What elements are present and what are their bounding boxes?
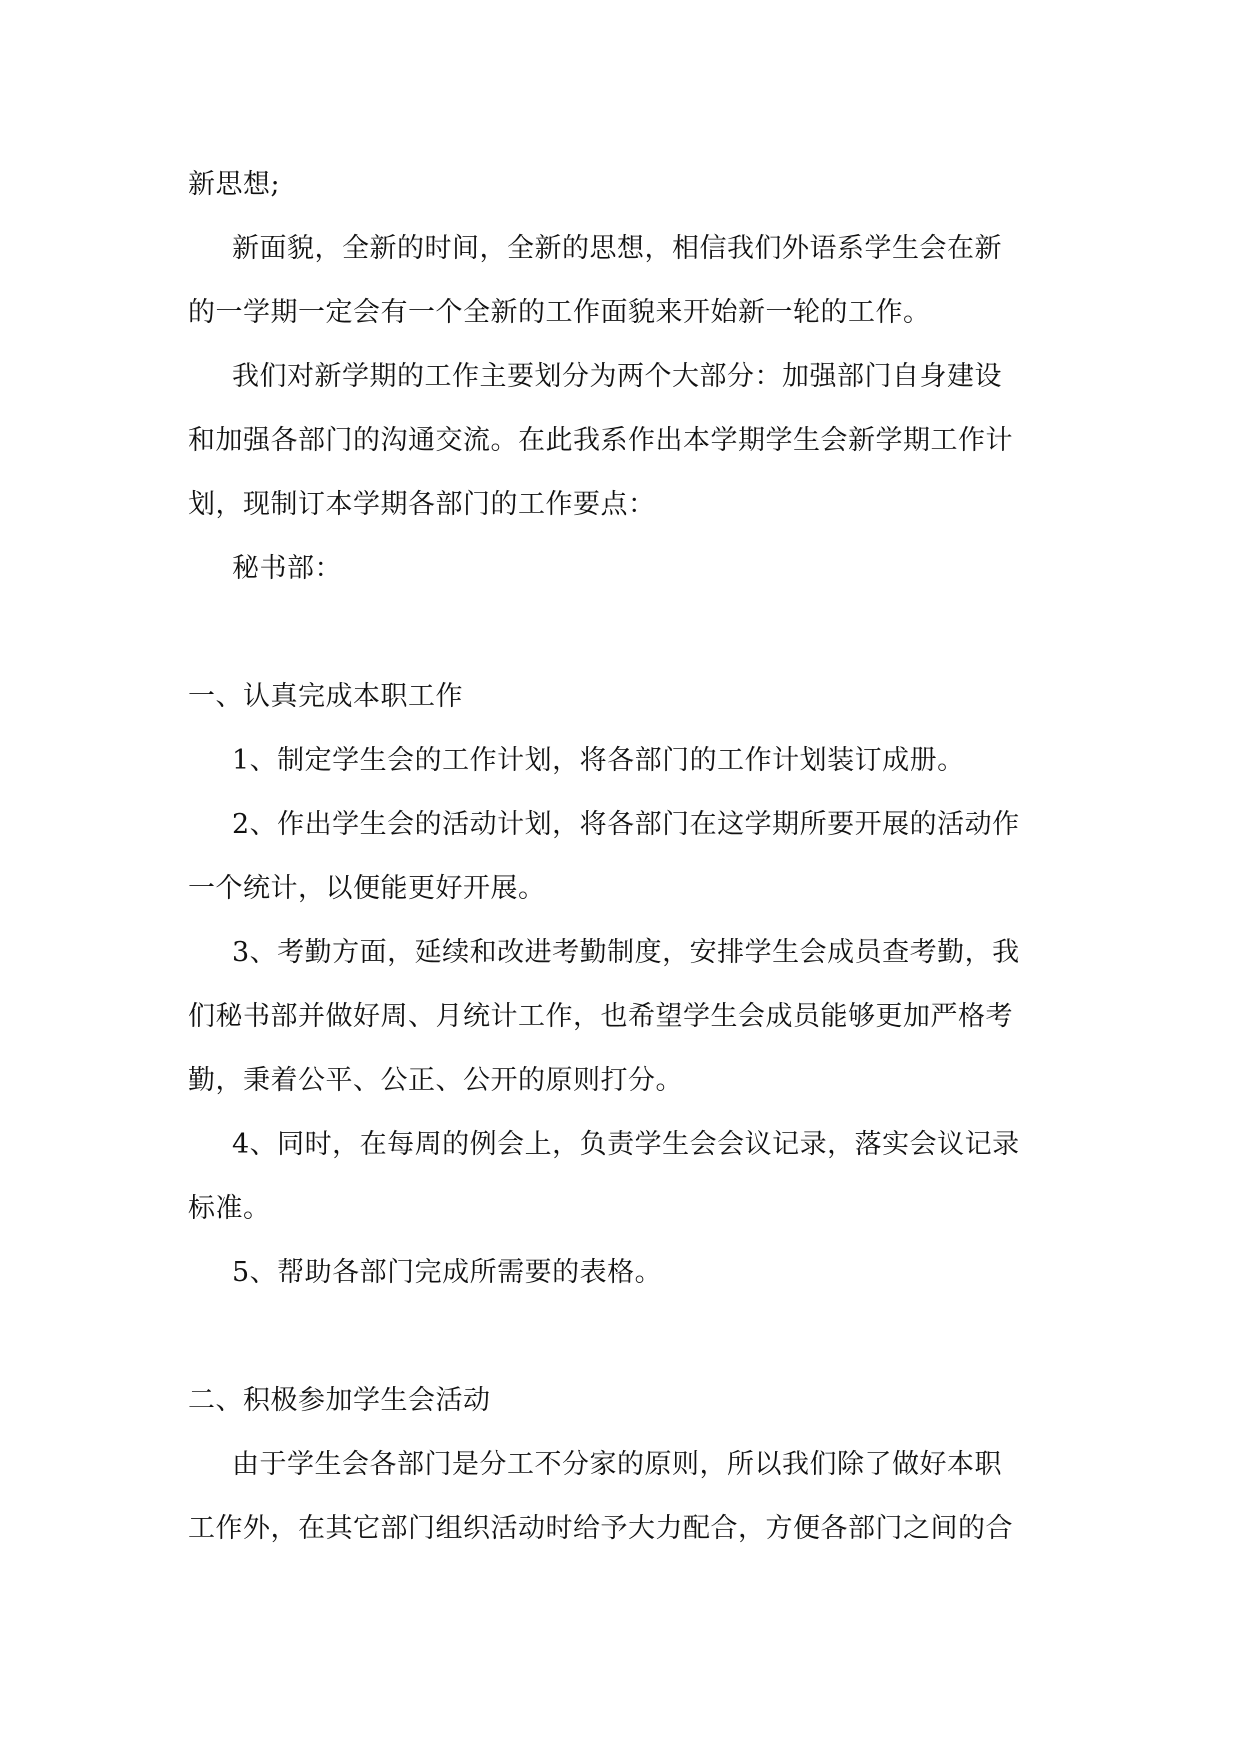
list-item-continuation: 们秘书部并做好周、月统计工作，也希望学生会成员能够更加严格考 — [188, 1001, 1013, 1032]
list-item: 3、考勤方面，延续和改进考勤制度，安排学生会成员查考勤，我 — [232, 937, 1020, 968]
section-heading: 一、认真完成本职工作 — [188, 681, 463, 712]
list-item: 2、作出学生会的活动计划，将各部门在这学期所要开展的活动作 — [232, 809, 1020, 840]
paragraph-line: 的一学期一定会有一个全新的工作面貌来开始新一轮的工作。 — [188, 297, 931, 328]
list-item-continuation: 标准。 — [188, 1193, 271, 1224]
paragraph-line: 我们对新学期的工作主要划分为两个大部分：加强部门自身建设 — [232, 361, 1002, 392]
list-item: 4、同时，在每周的例会上，负责学生会会议记录，落实会议记录 — [232, 1129, 1020, 1160]
paragraph-line: 新思想; — [188, 169, 281, 200]
list-item: 5、帮助各部门完成所需要的表格。 — [232, 1257, 663, 1288]
paragraph-line: 划，现制订本学期各部门的工作要点： — [188, 489, 656, 520]
paragraph-line: 新面貌，全新的时间，全新的思想，相信我们外语系学生会在新 — [232, 233, 1002, 264]
list-item: 1、制定学生会的工作计划，将各部门的工作计划装订成册。 — [232, 745, 965, 776]
paragraph-line: 由于学生会各部门是分工不分家的原则，所以我们除了做好本职 — [232, 1449, 1002, 1480]
list-item-continuation: 一个统计，以便能更好开展。 — [188, 873, 546, 904]
list-item-continuation: 勤，秉着公平、公正、公开的原则打分。 — [188, 1065, 683, 1096]
paragraph-line: 和加强各部门的沟通交流。在此我系作出本学期学生会新学期工作计 — [188, 425, 1013, 456]
paragraph-line: 工作外，在其它部门组织活动时给予大力配合，方便各部门之间的合 — [188, 1513, 1013, 1544]
section-heading: 二、积极参加学生会活动 — [188, 1385, 491, 1416]
section-label: 秘书部： — [232, 553, 342, 584]
